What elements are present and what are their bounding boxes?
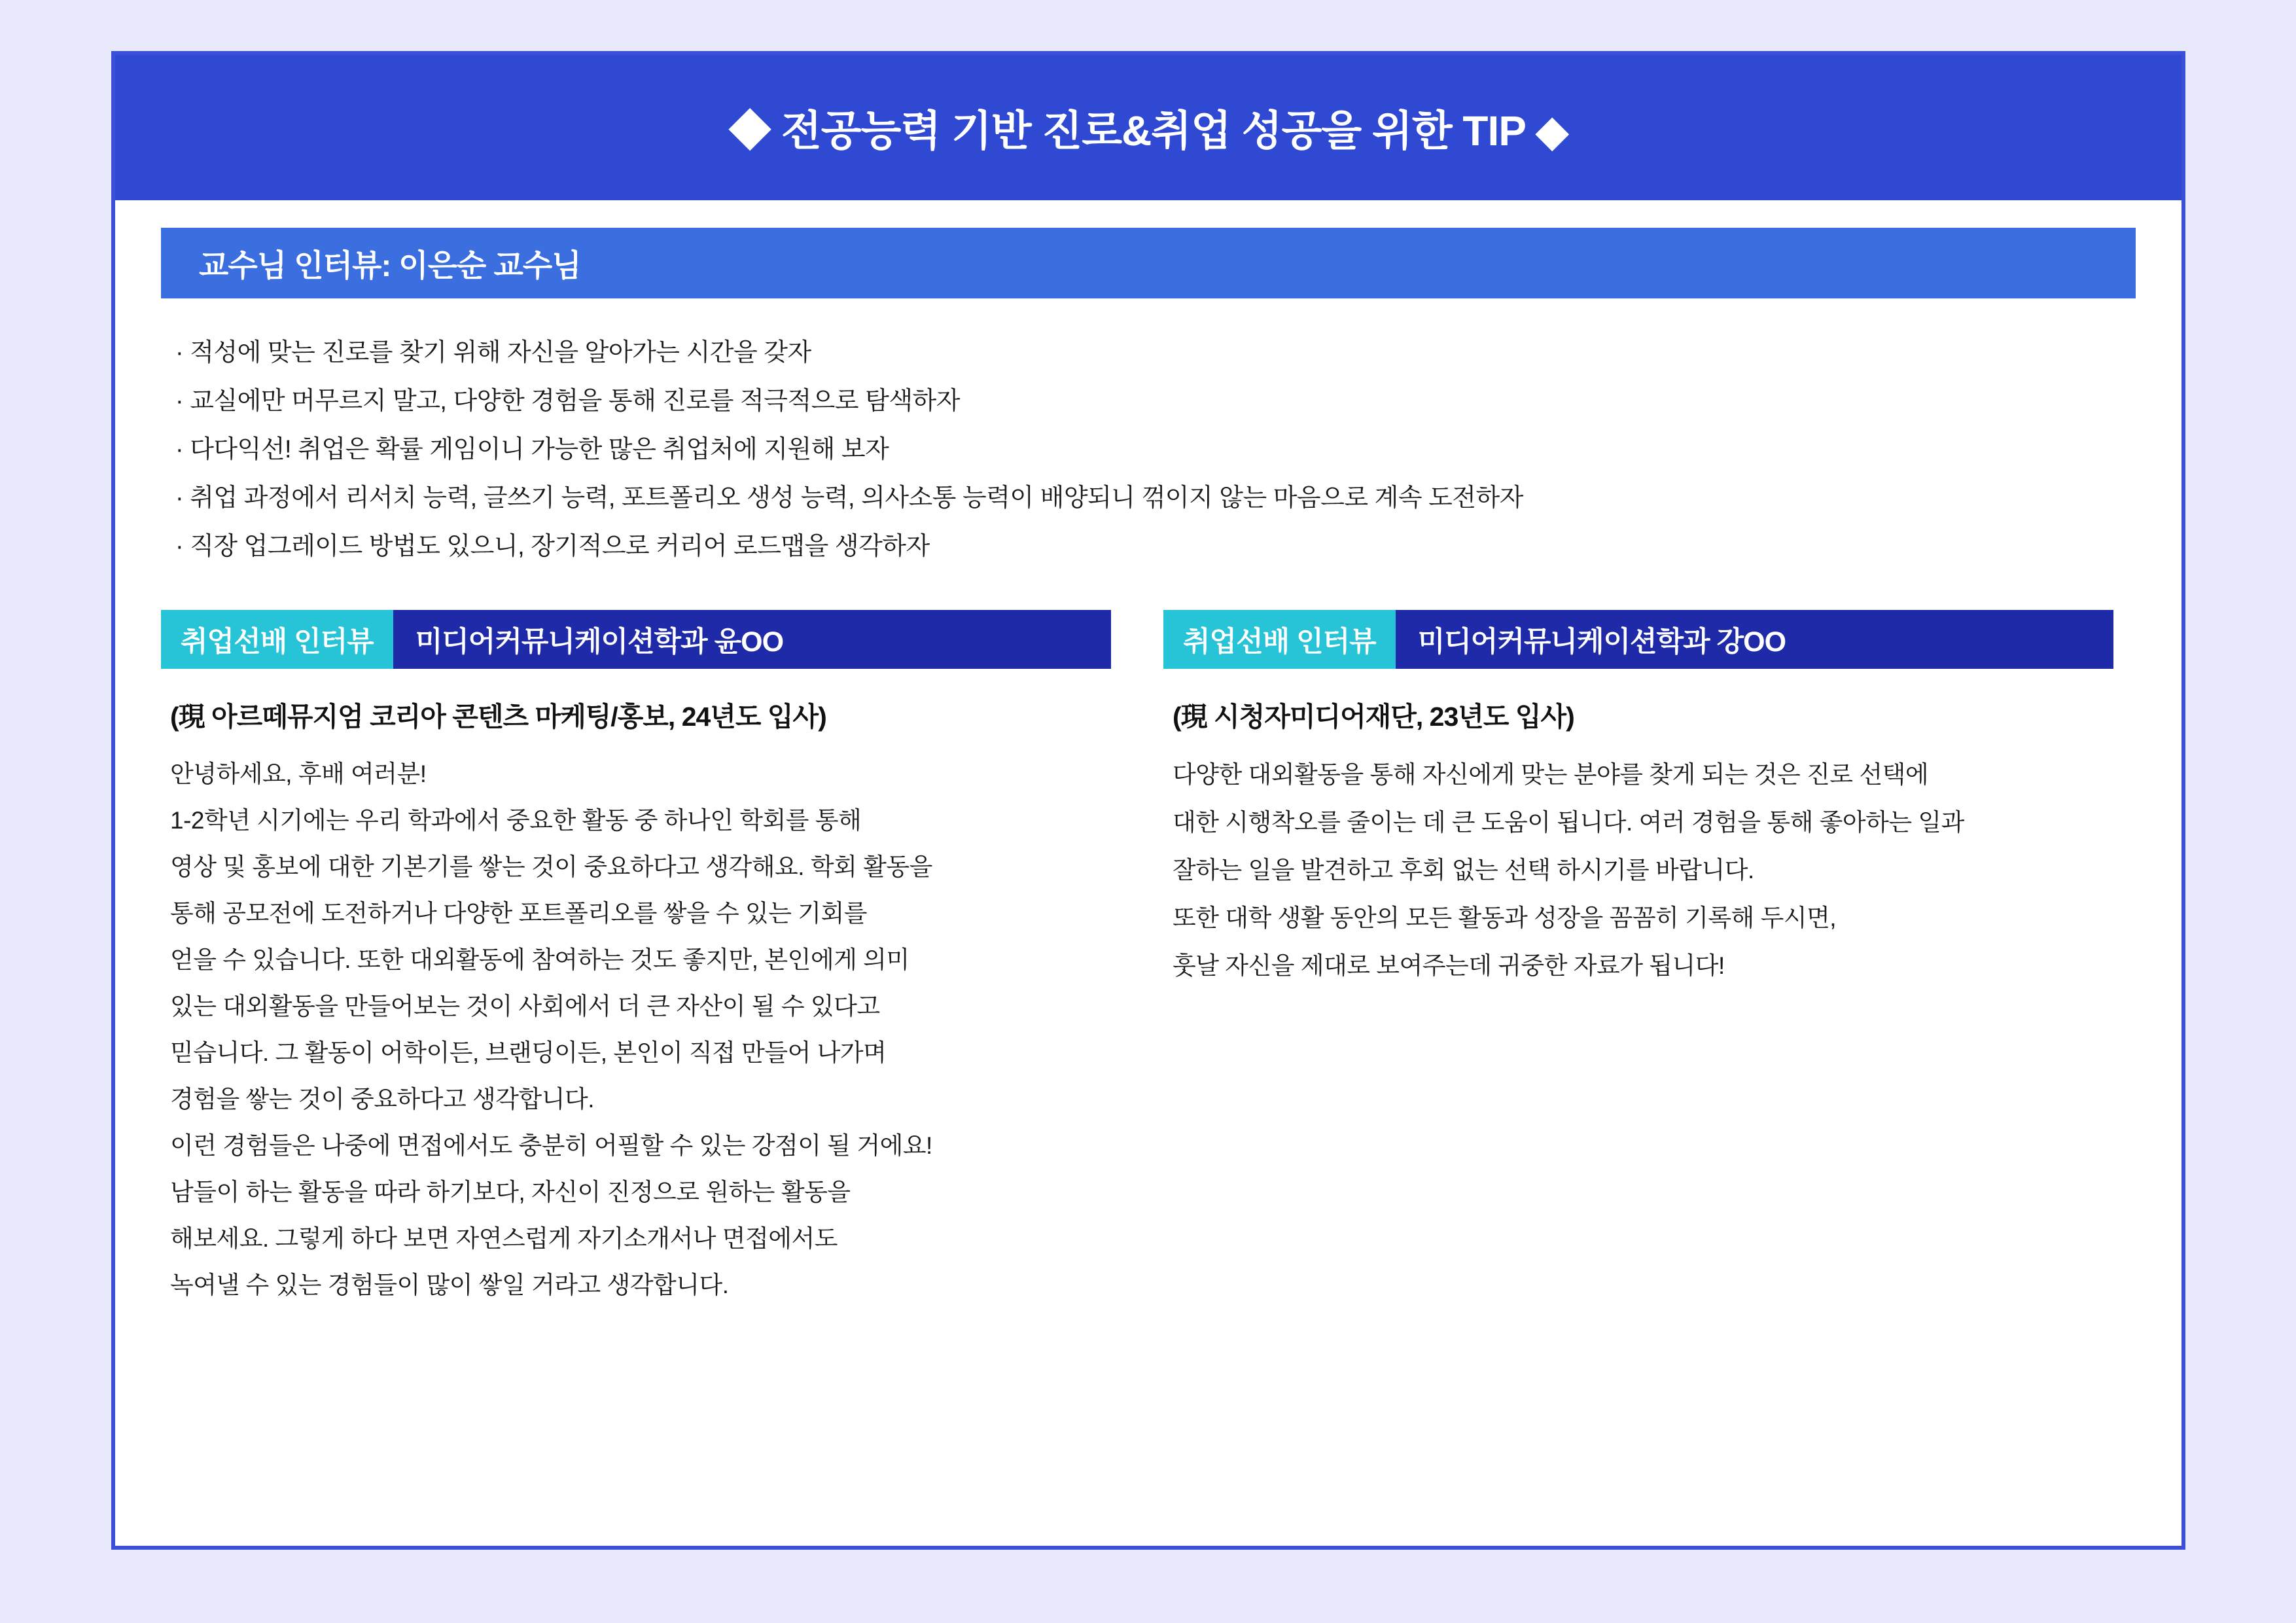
body-line: 있는 대외활동을 만들어보는 것이 사회에서 더 큰 자산이 될 수 있다고 <box>170 993 880 1020</box>
body-line: 안녕하세요, 후배 여러분! <box>170 760 427 787</box>
professor-interview-label: 교수님 인터뷰: 이은순 교수님 <box>199 247 581 283</box>
body-line: 얻을 수 있습니다. 또한 대외활동에 참여하는 것도 좋지만, 본인에게 의미 <box>170 946 910 973</box>
list-item: · 직장 업그레이드 방법도 있으니, 장기적으로 커리어 로드맵을 생각하자 <box>175 533 930 560</box>
senior-interview-tag-1 <box>161 610 393 669</box>
body-line: 1-2학년 시기에는 우리 학과에서 중요한 활동 중 하나인 학회를 통해 <box>170 807 862 834</box>
senior-interview-header-1 <box>161 610 1111 669</box>
senior-interview-header-2 <box>1163 610 2113 669</box>
title-bar <box>115 55 2181 200</box>
professor-tip-list <box>161 329 2136 571</box>
senior-interview-tag-label-1: 취업선배 인터뷰 <box>181 626 374 658</box>
body-line: 또한 대학 생활 동안의 모든 활동과 성장을 꼼꼼히 기록해 두시면, <box>1173 904 1837 931</box>
list-item: · 교실에만 머무르지 말고, 다양한 경험을 통해 진로를 적극적으로 탐색하자 <box>175 387 960 415</box>
body-line: 남들이 하는 활동을 따라 하기보다, 자신이 진정으로 원하는 활동을 <box>170 1179 851 1205</box>
body-line: 다양한 대외활동을 통해 자신에게 맞는 분야를 찾게 되는 것은 진로 선택에 <box>1173 761 1929 788</box>
card-content <box>115 200 2181 1308</box>
body-line: 대한 시행착오를 줄이는 데 큰 도움이 됩니다. 여러 경험을 통해 좋아하는 일과 <box>1173 809 1964 836</box>
senior-interview-column-2 <box>1163 610 2113 1308</box>
body-line: 믿습니다. 그 활동이 어학이든, 브랜딩이든, 본인이 직접 만들어 나가며 <box>170 1039 887 1066</box>
senior-interview-tag-label-2: 취업선배 인터뷰 <box>1183 626 1376 658</box>
senior-interview-name-1 <box>393 610 1111 669</box>
body-line: 훗날 자신을 제대로 보여주는데 귀중한 자료가 됩니다! <box>1173 952 1725 979</box>
senior-interview-body-2 <box>1163 751 2113 990</box>
senior-interview-subtitle-1: (現 아르떼뮤지엄 코리아 콘텐츠 마케팅/홍보, 24년도 입사) <box>170 702 826 732</box>
list-item: · 적성에 맞는 진로를 찾기 위해 자신을 알아가는 시간을 갖자 <box>175 339 811 366</box>
body-line: 잘하는 일을 발견하고 후회 없는 선택 하시기를 바랍니다. <box>1173 857 1754 883</box>
senior-interview-tag-2 <box>1163 610 1396 669</box>
senior-interview-body-1 <box>161 751 1111 1308</box>
body-line: 경험을 쌓는 것이 중요하다고 생각합니다. <box>170 1086 595 1113</box>
senior-interview-name-label-1: 미디어커뮤니케이션학과 윤OO <box>415 626 784 658</box>
professor-interview-header <box>161 228 2136 298</box>
senior-interview-column-1 <box>161 610 1111 1308</box>
body-line: 이런 경험들은 나중에 면접에서도 충분히 어필할 수 있는 강점이 될 거에요! <box>170 1132 932 1159</box>
body-line: 녹여낼 수 있는 경험들이 많이 쌓일 거라고 생각합니다. <box>170 1272 729 1298</box>
body-line: 통해 공모전에 도전하거나 다양한 포트폴리오를 쌓을 수 있는 기회를 <box>170 900 868 927</box>
senior-interview-name-2 <box>1396 610 2113 669</box>
body-line: 영상 및 홍보에 대한 기본기를 쌓는 것이 중요하다고 생각해요. 학회 활동을 <box>170 853 932 880</box>
tip-card <box>111 51 2185 1550</box>
list-item: · 다다익선! 취업은 확률 게임이니 가능한 많은 취업처에 지원해 보자 <box>175 436 889 463</box>
senior-interview-name-label-2: 미디어커뮤니케이션학과 강OO <box>1417 626 1786 658</box>
senior-interview-columns <box>161 610 2136 1308</box>
body-line: 해보세요. 그렇게 하다 보면 자연스럽게 자기소개서나 면접에서도 <box>170 1225 838 1252</box>
list-item: · 취업 과정에서 리서치 능력, 글쓰기 능력, 포트폴리오 생성 능력, 의사소통 능력이 배양되니 꺾이지 않는 마음으로 계속 도전하자 <box>175 484 1523 512</box>
page-title: ◆ 전공능력 기반 진로&취업 성공을 위한 TIP ◆ <box>729 107 1568 154</box>
senior-interview-subtitle-2: (現 시청자미디어재단, 23년도 입사) <box>1173 702 1574 732</box>
